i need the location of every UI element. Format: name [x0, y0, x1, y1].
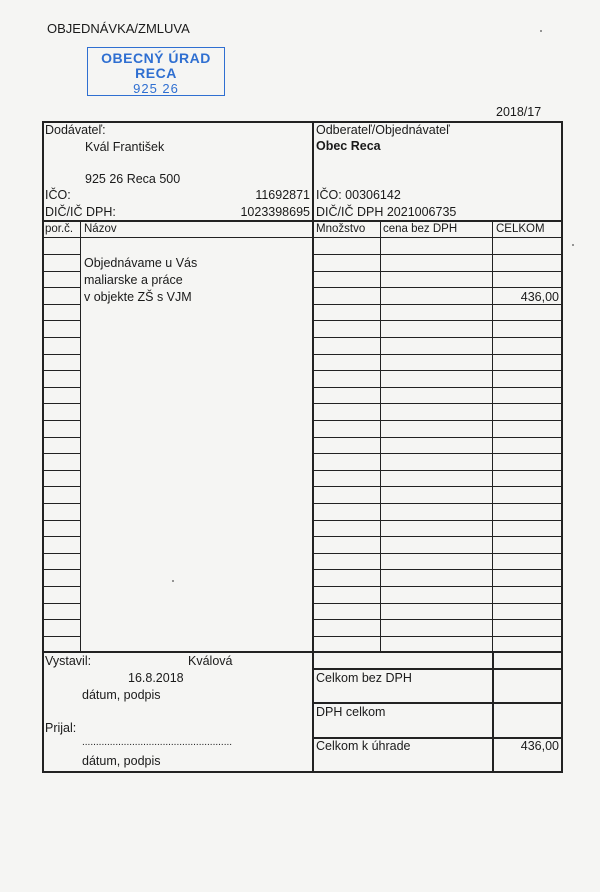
footer-top-border — [42, 651, 563, 653]
item-row-line-number-col — [42, 586, 81, 587]
item-row-line-number-col — [42, 420, 81, 421]
item-row-line-values — [313, 520, 563, 521]
item-row-line-values — [313, 503, 563, 504]
item-row-total: 436,00 — [520, 290, 559, 304]
item-row-line-values — [313, 603, 563, 604]
item-row-line-values — [313, 403, 563, 404]
scan-speck — [572, 244, 574, 246]
footer-bottom-border-right — [313, 771, 563, 773]
supplier-label: Dodávateľ: — [45, 123, 106, 137]
item-row-line-values — [313, 470, 563, 471]
item-row-line-values — [313, 304, 563, 305]
item-row-line-number-col — [42, 354, 81, 355]
customer-ico: IČO: 00306142 — [316, 188, 401, 202]
item-row-line-number-col — [42, 486, 81, 487]
item-row-line-values — [313, 569, 563, 570]
item-row-line-values — [313, 254, 563, 255]
stamp-line-3: 925 26 — [133, 81, 179, 96]
date-sign-label-2: dátum, podpis — [82, 754, 161, 768]
supplier-dic: 1023398695 — [240, 205, 310, 219]
issued-date: 16.8.2018 — [128, 671, 184, 685]
item-row-line-number-col — [42, 387, 81, 388]
item-row-line-values — [313, 337, 563, 338]
total-without-vat-label: Celkom bez DPH — [316, 671, 412, 685]
item-row-line-values — [313, 387, 563, 388]
footer-left-border — [42, 651, 44, 773]
customer-name: Obec Reca — [316, 139, 381, 153]
item-row-line-number-col — [42, 569, 81, 570]
issued-by: Kválová — [188, 654, 233, 668]
item-row-line-number-col — [42, 271, 81, 272]
item-row-line-values — [313, 586, 563, 587]
footer-bottom-border-left — [42, 771, 314, 773]
item-row-line-values — [313, 354, 563, 355]
item-row-line-values — [313, 536, 563, 537]
scan-speck — [172, 580, 174, 582]
item-row-line-values — [313, 486, 563, 487]
stamp-line-1: OBECNÝ ÚRAD — [101, 50, 211, 66]
scan-speck — [540, 30, 542, 32]
item-row-line-number-col — [42, 603, 81, 604]
vat-total-label: DPH celkom — [316, 705, 386, 719]
top-border — [42, 121, 563, 123]
supplier-name: Kvál František — [85, 140, 165, 154]
item-row-line-values — [313, 287, 563, 288]
header-row-bottom — [42, 237, 563, 238]
item-row-line-number-col — [42, 437, 81, 438]
document-number: 2018/17 — [496, 105, 542, 119]
office-stamp — [87, 47, 225, 96]
item-row-line-number-col — [42, 304, 81, 305]
parties-bottom-border — [42, 220, 563, 222]
supplier-ico: 11692871 — [255, 188, 310, 202]
col-header-name: Názov — [84, 223, 117, 235]
item-description-line-3: v objekte ZŠ s VJM — [84, 290, 192, 304]
customer-dic: DIČ/IČ DPH 2021006735 — [316, 205, 457, 219]
item-row-line-number-col — [42, 453, 81, 454]
left-border — [42, 121, 44, 651]
item-row-line-number-col — [42, 536, 81, 537]
issued-label: Vystavil: — [45, 654, 92, 668]
supplier-address: 925 26 Reca 500 — [85, 172, 181, 186]
col-header-quantity: Množstvo — [316, 223, 366, 235]
item-row-line-values — [313, 437, 563, 438]
item-description-line-2: maliarske a práce — [84, 273, 183, 287]
col-header-price: cena bez DPH — [383, 223, 458, 235]
item-row-line-values — [313, 453, 563, 454]
item-row-line-number-col — [42, 470, 81, 471]
item-row-line-number-col — [42, 287, 81, 288]
item-row-line-number-col — [42, 636, 81, 637]
footer-line-1 — [313, 668, 563, 670]
received-label: Prijal: — [45, 721, 77, 735]
item-row-line-number-col — [42, 403, 81, 404]
item-row-line-number-col — [42, 619, 81, 620]
item-row-line-number-col — [42, 520, 81, 521]
col-header-number: por.č. — [45, 223, 74, 235]
item-row-line-number-col — [42, 337, 81, 338]
item-row-line-number-col — [42, 370, 81, 371]
middle-divider — [312, 121, 314, 651]
item-row-line-values — [313, 553, 563, 554]
item-row-line-values — [313, 636, 563, 637]
document-title: OBJEDNÁVKA/ZMLUVA — [47, 21, 190, 36]
stamp-line-2: RECA — [135, 65, 177, 81]
item-row-line-values — [313, 271, 563, 272]
total-due-label: Celkom k úhrade — [316, 739, 411, 753]
item-row-line-number-col — [42, 503, 81, 504]
item-row-line-values — [313, 320, 563, 321]
item-row-line-number-col — [42, 320, 81, 321]
received-signature-line: ...................................................... — [82, 737, 233, 748]
item-row-line-values — [313, 370, 563, 371]
col-header-total: CELKOM — [496, 223, 545, 235]
supplier-dic-label: DIČ/IČ DPH: — [45, 205, 116, 219]
item-row-line-values — [313, 420, 563, 421]
item-row-line-number-col — [42, 553, 81, 554]
total-due-value: 436,00 — [520, 739, 559, 753]
item-row-line-values — [313, 619, 563, 620]
item-description-line-1: Objednávame u Vás — [84, 256, 198, 270]
item-row-line-number-col — [42, 254, 81, 255]
supplier-ico-label: IČO: — [45, 188, 71, 202]
customer-label: Odberateľ/Objednávateľ — [316, 123, 450, 137]
right-border — [561, 121, 563, 651]
date-sign-label-1: dátum, podpis — [82, 688, 161, 702]
footer-line-2 — [313, 702, 563, 704]
